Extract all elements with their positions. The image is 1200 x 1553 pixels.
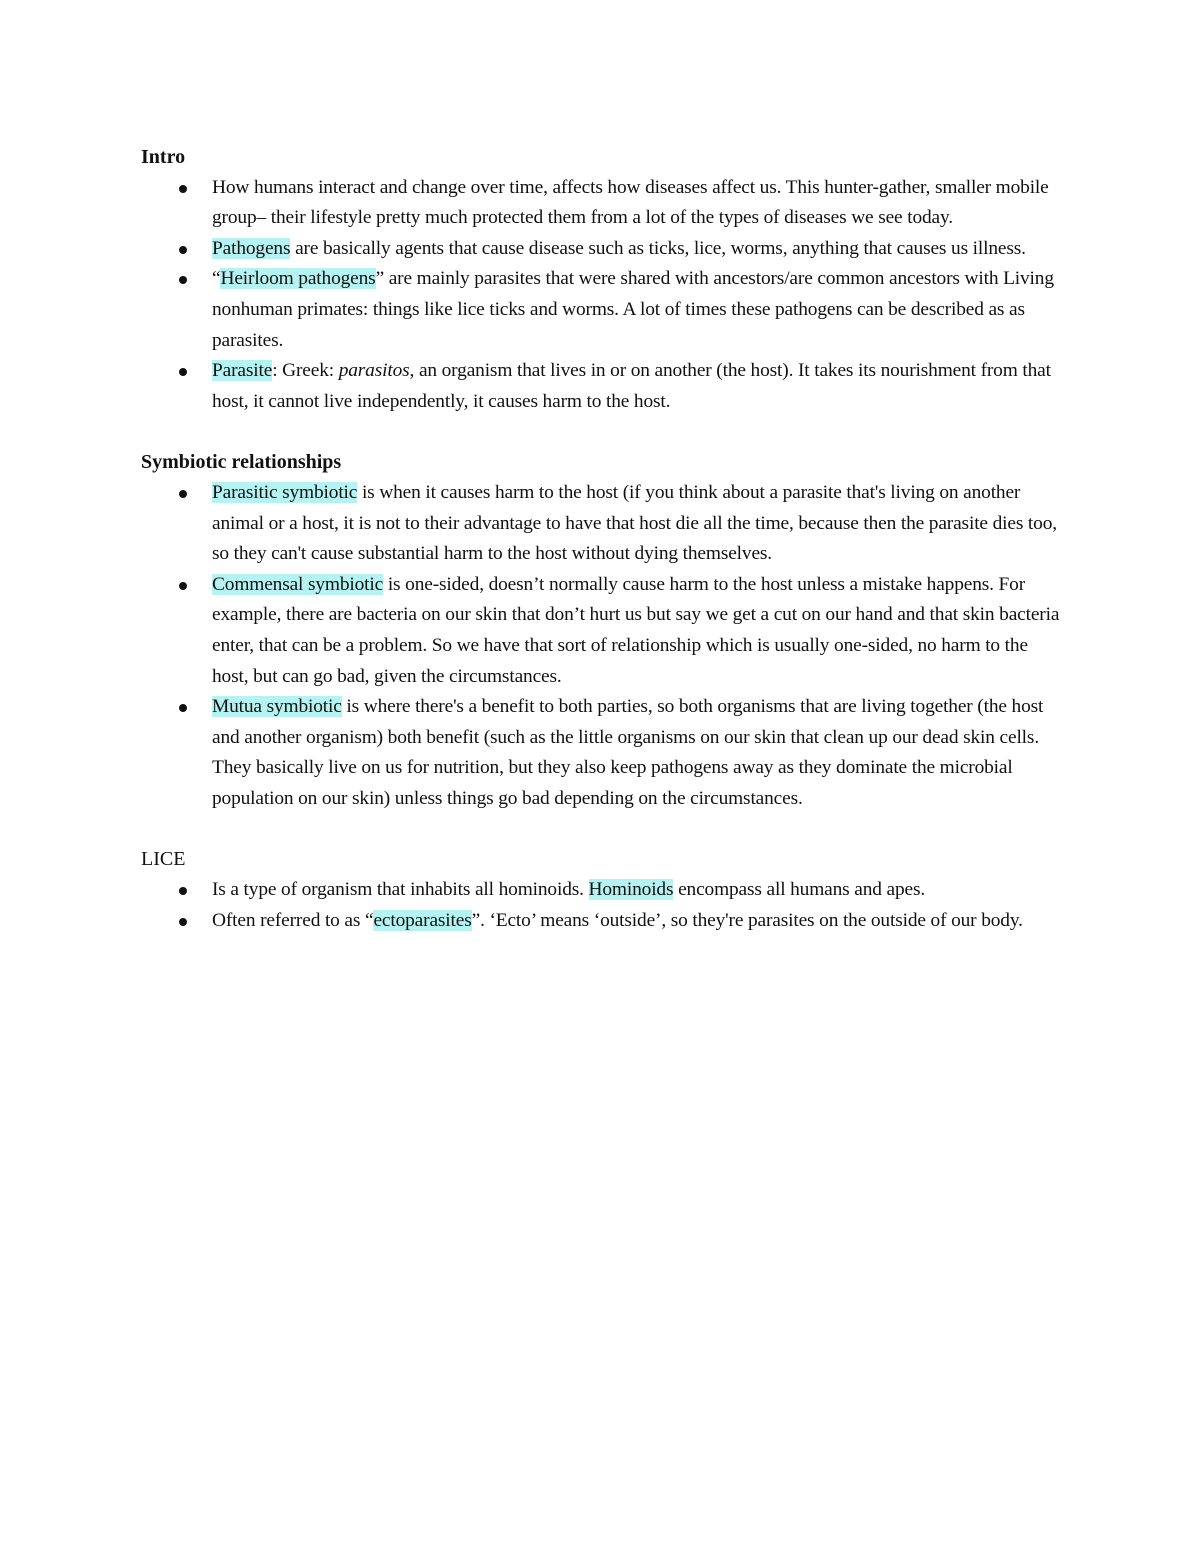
bullet-dot-icon: [179, 246, 187, 254]
item-text: are basically agents that cause disease such as ticks, lice, worms, anything that causes us illness.: [290, 237, 1026, 259]
section-heading-intro: Intro: [141, 146, 186, 168]
highlighted-term: Pathogens: [212, 237, 291, 259]
list-item: [141, 875, 1061, 906]
bullet-dot-icon: [179, 368, 187, 376]
list-item: [141, 234, 1061, 265]
item-text: : Greek:: [272, 360, 339, 382]
section-lice: [141, 844, 1061, 936]
item-prefix: “: [212, 268, 221, 290]
symbiotic-bullet-list: [141, 478, 1061, 815]
bullet-dot-icon: [179, 704, 187, 712]
highlighted-term: Mutua symbiotic: [212, 696, 342, 718]
section-intro: [141, 142, 1061, 417]
item-text: Often referred to as “: [212, 909, 374, 931]
item-text: is one-sided, doesn’t normally cause harm to the host unless a mistake happens. For example, there are bacteria on our skin that don’t hurt us but say we get a cut on our hand and that skin bacteria enter, that can be a problem. So we have that sort of relationship which is usually one-sided, no harm to the host, but can go bad, given the circumstances.: [212, 573, 1060, 687]
bullet-dot-icon: [179, 582, 187, 590]
highlighted-term: Hominoids: [588, 879, 674, 901]
intro-bullet-list: [141, 173, 1061, 418]
highlighted-term: ectoparasites: [373, 909, 472, 931]
item-text: encompass all humans and apes.: [673, 879, 926, 901]
item-text: is where there's a benefit to both parties, so both organisms that are living together (the host and another organism) both benefit (such as the little organisms on our skin that clean up our dead skin cells. They basically live on us for nutrition, but they also keep pathogens away as they dominate the microbial population on our skin) unless things go bad depending on the circumstances.: [212, 696, 1044, 809]
bullet-dot-icon: [179, 887, 187, 895]
list-item: [141, 173, 1061, 234]
highlighted-term: Parasitic symbiotic: [212, 481, 358, 503]
item-text: ”. ‘Ecto’ means ‘outside’, so they're parasites on the outside of our body.: [471, 909, 1023, 931]
list-item: [141, 478, 1061, 570]
bullet-dot-icon: [179, 276, 187, 284]
italic-term: parasitos: [338, 360, 410, 382]
highlighted-term: Heirloom pathogens: [220, 268, 376, 290]
list-item: [141, 356, 1061, 417]
section-heading-symbiotic: Symbiotic relationships: [141, 451, 342, 474]
highlighted-term: Commensal symbiotic: [212, 573, 384, 595]
bullet-dot-icon: [179, 490, 187, 498]
list-item: [141, 264, 1061, 356]
list-item: [141, 570, 1061, 692]
item-text: Is a type of organism that inhabits all hominoids.: [212, 879, 589, 901]
section-heading-lice: LICE: [141, 848, 186, 871]
item-text: is when it causes harm to the host (if you think about a parasite that's living on another animal or a host, it is not to their advantage to have that host die all the time, because then the parasite dies too, so they can't cause substantial harm to the host without dying themselves.: [212, 481, 1057, 565]
section-symbiotic: [141, 447, 1061, 814]
item-text: , an organism that lives in or on another (the host). It takes its nourishment from that host, it cannot live independently, it causes harm to the host.: [212, 360, 1051, 412]
list-item: [141, 692, 1061, 814]
highlighted-term: Parasite: [212, 360, 273, 382]
item-text: How humans interact and change over time, affects how diseases affect us. This hunter-gather, smaller mobile group– their lifestyle pretty much protected them from a lot of the types of diseases we see today.: [212, 176, 1049, 229]
bullet-dot-icon: [179, 185, 187, 193]
list-item: [141, 906, 1061, 937]
item-text: ” are mainly parasites that were shared with ancestors/are common ancestors with Living nonhuman primates: things like lice ticks and worms. A lot of times these pathogens can be described as as parasites.: [212, 268, 1054, 351]
document-page: [141, 142, 1061, 936]
lice-bullet-list: [141, 875, 1061, 936]
bullet-dot-icon: [179, 918, 187, 926]
